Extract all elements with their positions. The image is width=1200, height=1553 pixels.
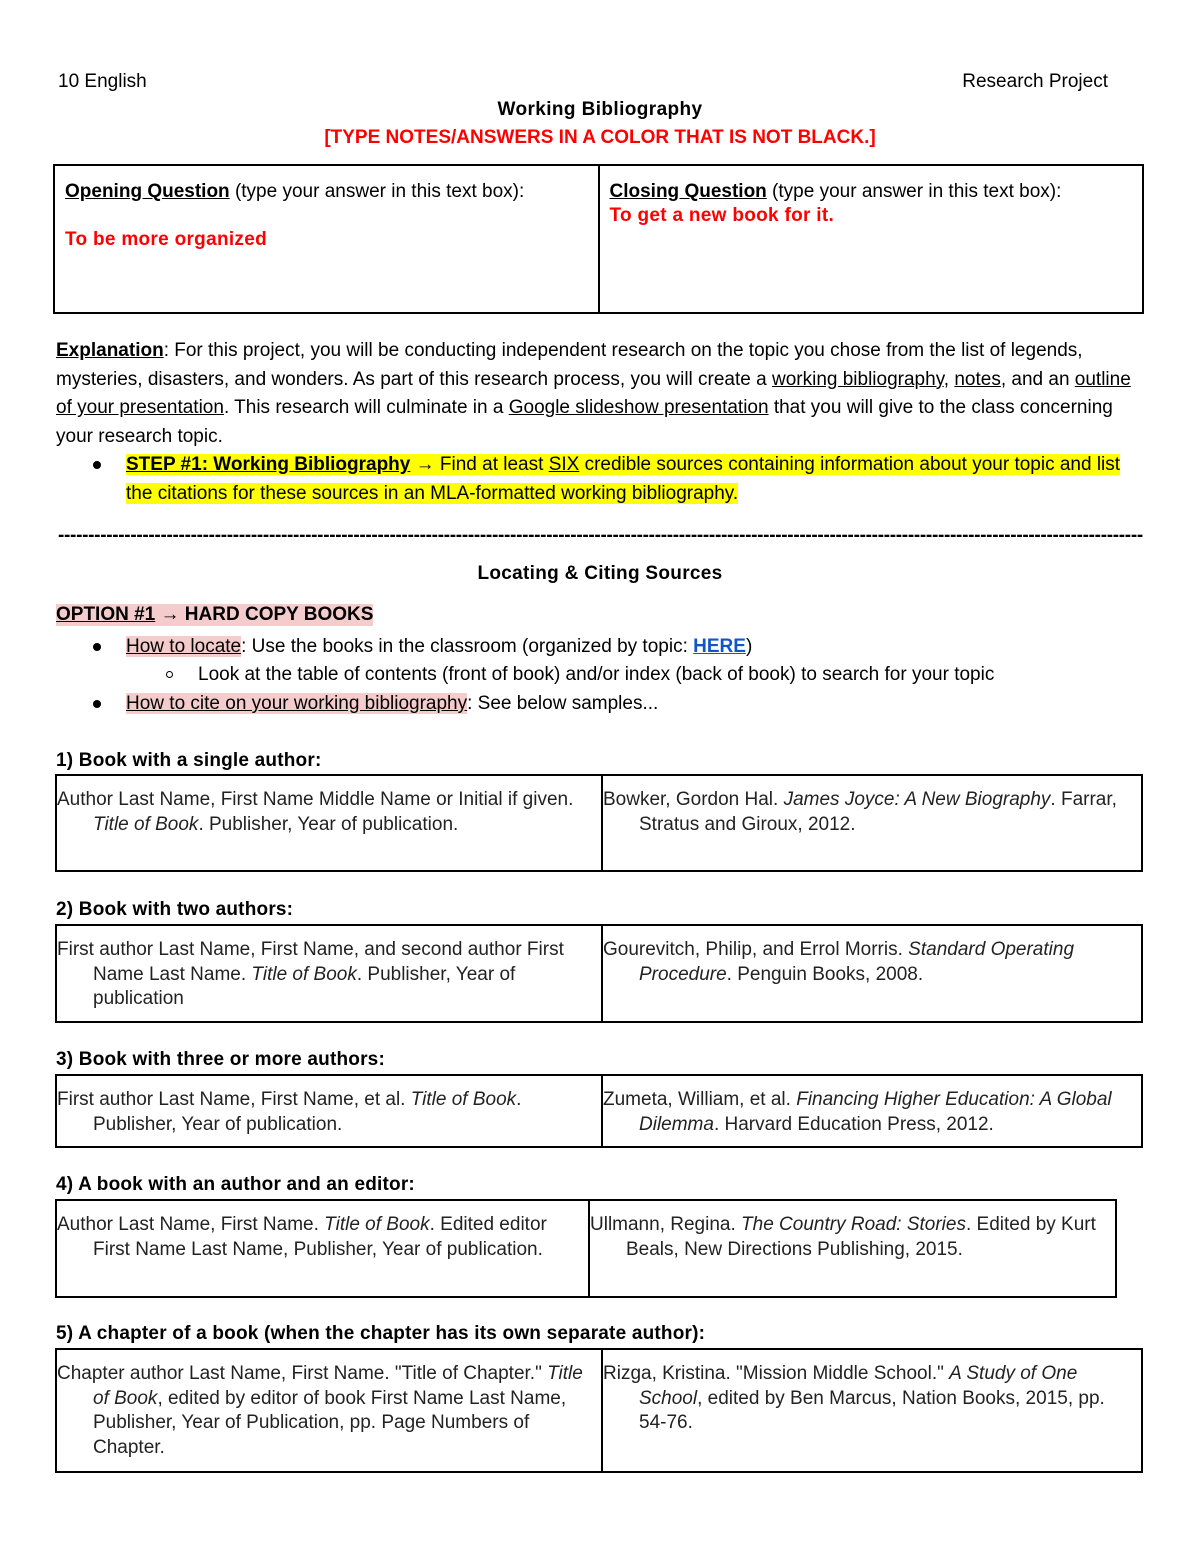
explanation-text: , and an bbox=[1000, 368, 1075, 390]
bullet-icon bbox=[93, 461, 101, 469]
bullet-icon bbox=[93, 643, 101, 651]
step-1-instruction bbox=[126, 451, 1136, 508]
cell-text: Ullmann, Regina. bbox=[590, 1214, 742, 1235]
explanation-notes: notes bbox=[954, 368, 1001, 390]
example-table bbox=[55, 924, 1143, 1023]
sample-cell bbox=[601, 776, 1141, 870]
bullet-icon bbox=[93, 700, 101, 708]
cell-italic-title: Title of Book bbox=[251, 963, 357, 985]
cell-italic-title: Financing Higher Education: A Global Dilemma bbox=[639, 1089, 1112, 1135]
step-text: Find at least bbox=[439, 454, 549, 475]
cell-text: . Publisher, Year of publication. bbox=[93, 1089, 522, 1135]
how-to-locate-line bbox=[126, 635, 752, 659]
example-label: 4) A book with an author and an editor: bbox=[56, 1174, 415, 1195]
how-to-cite-label: How to cite on your working bibliography bbox=[126, 693, 468, 714]
how-to-locate-text-end: ) bbox=[745, 636, 753, 657]
example-table bbox=[55, 1348, 1143, 1473]
cell-text: . Edited by Kurt Beals, New Directions Publishing, 2015. bbox=[626, 1214, 1096, 1260]
cell-text: . Publisher, Year of publication bbox=[93, 963, 516, 1009]
explanation-label: Explanation bbox=[56, 340, 164, 361]
cell-italic-title: A Study of One School bbox=[639, 1363, 1078, 1409]
opening-question-box[interactable] bbox=[55, 166, 598, 312]
step-text: credible sources containing information about your topic and list the citations for these sources in an MLA-formatted working bibliography. bbox=[126, 454, 1121, 504]
cell-italic-title: Title of Book bbox=[93, 1363, 583, 1409]
sub-bullet-icon bbox=[166, 671, 173, 678]
sample-cell bbox=[601, 1350, 1141, 1471]
format-cell bbox=[57, 1350, 601, 1471]
closing-question-answer[interactable]: To get a new book for it. bbox=[609, 205, 835, 226]
section-divider: ------------------------------------------------------------------------------------------------------------------------------------------------------------------------------------ bbox=[58, 525, 1143, 546]
example-table bbox=[55, 1074, 1143, 1148]
project-label: Research Project bbox=[962, 71, 1108, 92]
example-label: 1) Book with a single author: bbox=[56, 750, 322, 771]
cell-italic-title: Title of Book bbox=[93, 813, 199, 835]
option-title: → HARD COPY BOOKS bbox=[155, 604, 374, 625]
how-to-locate-label: How to locate bbox=[126, 636, 242, 657]
how-to-locate-text: : Use the books in the classroom (organized by topic: bbox=[241, 636, 694, 657]
cell-italic-title: Title of Book bbox=[324, 1214, 430, 1235]
cell-text: , edited by editor of book First Name Last Name, Publisher, Year of Publication, pp. Page Numbers of Chapter. bbox=[93, 1387, 567, 1458]
example-table bbox=[55, 774, 1143, 872]
page-instruction: [TYPE NOTES/ANSWERS IN A COLOR THAT IS NOT BLACK.] bbox=[324, 127, 876, 148]
opening-question-answer[interactable]: To be more organized bbox=[65, 229, 268, 250]
example-label: 3) Book with three or more authors: bbox=[56, 1049, 385, 1070]
cell-text: Chapter author Last Name, First Name. "Title of Chapter." bbox=[57, 1363, 548, 1384]
explanation-text: , bbox=[943, 368, 955, 390]
cell-text: First author Last Name, First Name, and second author First Name Last Name. bbox=[57, 939, 564, 985]
course-label: 10 English bbox=[58, 71, 147, 92]
cell-text: Bowker, Gordon Hal. bbox=[603, 789, 784, 810]
cell-text: Rizga, Kristina. "Mission Middle School." bbox=[603, 1363, 950, 1384]
explanation-text: . This research will culminate in a bbox=[223, 397, 509, 419]
cell-italic-title: James Joyce: A New Biography bbox=[783, 789, 1051, 810]
cell-text: . Farrar, Stratus and Giroux, 2012. bbox=[639, 789, 1117, 835]
example-label: 5) A chapter of a book (when the chapter has its own separate author): bbox=[56, 1323, 706, 1344]
how-to-cite-line bbox=[126, 692, 658, 716]
sample-cell bbox=[601, 926, 1141, 1021]
explanation-working-bibliography: working bibliography bbox=[771, 368, 944, 390]
step-six: SIX bbox=[548, 454, 580, 475]
explanation-text: : For this project, you will be conducting independent research on the topic you chose from the list of legends, mysteries, disasters, and wonders. As part of this research process, you will create a bbox=[56, 340, 1083, 390]
sub-bullet-text: Look at the table of contents (front of book) and/or index (back of book) to search for your topic bbox=[198, 664, 995, 685]
explanation-text: that you will give to the class concerning your research topic. bbox=[56, 397, 1113, 448]
format-cell bbox=[57, 1201, 588, 1296]
example-table bbox=[55, 1199, 1117, 1298]
cell-text: Author Last Name, First Name. bbox=[57, 1214, 325, 1235]
closing-question-box[interactable] bbox=[598, 166, 1143, 312]
explanation-slideshow: Google slideshow presentation bbox=[508, 397, 769, 419]
cell-text: Zumeta, William, et al. bbox=[603, 1089, 797, 1110]
sample-cell bbox=[588, 1201, 1115, 1296]
format-cell bbox=[57, 1076, 601, 1146]
option-1-heading bbox=[56, 604, 373, 626]
cell-text: . Penguin Books, 2008. bbox=[726, 963, 924, 985]
here-link[interactable]: HERE bbox=[693, 636, 746, 657]
page-title: Working Bibliography bbox=[497, 99, 703, 120]
how-to-cite-text: : See below samples... bbox=[467, 693, 659, 714]
cell-italic-title: The Country Road: Stories bbox=[741, 1214, 966, 1235]
cell-text: . Publisher, Year of publication. bbox=[198, 813, 459, 835]
cell-text: , edited by Ben Marcus, Nation Books, 2015, pp. 54-76. bbox=[639, 1387, 1105, 1433]
closing-question-hint: (type your answer in this text box): bbox=[766, 181, 1062, 202]
section-title: Locating & Citing Sources bbox=[477, 563, 723, 584]
step-label: STEP #1: Working Bibliography bbox=[126, 454, 411, 475]
cell-italic-title: Standard Operating Procedure bbox=[639, 939, 1075, 985]
example-label: 2) Book with two authors: bbox=[56, 899, 294, 920]
explanation-outline: outline of your presentation bbox=[56, 368, 1131, 419]
explanation-paragraph bbox=[56, 337, 1146, 452]
closing-question-label: Closing Question bbox=[609, 181, 767, 202]
cell-text: . Edited editor First Name Last Name, Publisher, Year of publication. bbox=[93, 1214, 547, 1260]
cell-text: Author Last Name, First Name Middle Name or Initial if given. bbox=[57, 789, 574, 810]
cell-text: . Harvard Education Press, 2012. bbox=[713, 1113, 994, 1135]
option-label: OPTION #1 bbox=[56, 604, 156, 625]
cell-text: First author Last Name, First Name, et al. bbox=[57, 1089, 411, 1110]
format-cell bbox=[57, 776, 601, 870]
cell-italic-title: Title of Book bbox=[410, 1089, 517, 1110]
question-table bbox=[53, 164, 1144, 314]
opening-question-label: Opening Question bbox=[65, 181, 230, 202]
arrow-icon: → bbox=[410, 454, 440, 475]
sample-cell bbox=[601, 1076, 1141, 1146]
opening-question-hint: (type your answer in this text box): bbox=[229, 181, 525, 202]
cell-text: Gourevitch, Philip, and Errol Morris. bbox=[603, 939, 909, 960]
format-cell bbox=[57, 926, 601, 1021]
